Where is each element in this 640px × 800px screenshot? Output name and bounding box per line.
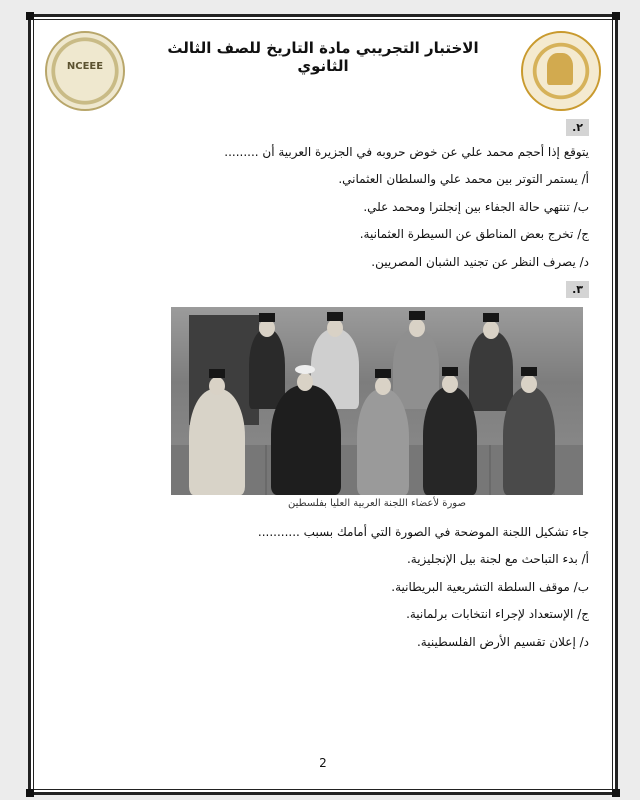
photo-head [327, 319, 343, 337]
option-d: د/ إعلان تقسيم الأرض الفلسطينية. [416, 635, 589, 649]
photo-person [249, 329, 285, 409]
border-corner [26, 789, 34, 797]
photo-person [271, 385, 341, 495]
page-number: 2 [319, 756, 327, 770]
photo-head [483, 321, 499, 339]
photo-head [521, 375, 537, 393]
border-corner [612, 789, 620, 797]
photo-fez [409, 311, 425, 320]
photo-fez [483, 313, 499, 322]
photo-turban [295, 365, 315, 374]
question-stem: يتوقع إذا أحجم محمد علي عن خوض حروبه في الجزيرة العربية أن ......... [224, 145, 589, 159]
photo-head [209, 377, 225, 395]
question-number: ٢. [566, 119, 589, 136]
photo-fez [327, 312, 343, 321]
photo-fez [209, 369, 225, 378]
photo-head [409, 319, 425, 337]
option-b: ب/ تنتهي حالة الجفاء بين إنجلترا ومحمد علي. [363, 200, 589, 214]
committee-photo [171, 307, 583, 495]
photo-head [297, 373, 313, 391]
photo-fez [521, 367, 537, 376]
option-b: ب/ موقف السلطة التشريعية البريطانية. [391, 580, 589, 594]
photo-person [189, 389, 245, 495]
photo-person [423, 387, 477, 495]
option-c: ج/ الإستعداد لإجراء انتخابات برلمانية. [406, 607, 589, 621]
option-c: ج/ تخرج بعض المناطق عن السيطرة العثمانية. [359, 227, 589, 241]
question-stem: جاء تشكيل اللجنة الموضحة في الصورة التي أمامك بسبب ........... [257, 525, 589, 539]
logo-text: NCEEE [66, 61, 104, 72]
photo-fez [375, 369, 391, 378]
photo-person [357, 389, 409, 495]
option-a: أ/ يستمر التوتر بين محمد علي والسلطان العثماني. [338, 172, 589, 186]
question-number: ٣. [566, 281, 589, 298]
page-title: الاختبار التجريبي مادة التاريخ للصف الثالث الثانوي [167, 39, 479, 75]
option-a: أ/ بدء التباحث مع لجنة بيل الإنجليزية. [406, 552, 589, 566]
photo-person [503, 387, 555, 495]
photo-head [442, 375, 458, 393]
ministry-logo [521, 31, 601, 111]
option-d: د/ يصرف النظر عن تجنيد الشبان المصريين. [371, 255, 589, 269]
eagle-icon [547, 53, 573, 85]
exam-page [28, 14, 618, 795]
photo-caption: صورة لأعضاء اللجنة العربية العليا بفلسطين [288, 498, 466, 509]
border-corner [612, 12, 620, 20]
photo-fez [442, 367, 458, 376]
photo-person [469, 331, 513, 411]
border-corner [26, 12, 34, 20]
photo-fez [259, 313, 275, 322]
photo-head [375, 377, 391, 395]
nceee-logo [45, 31, 125, 111]
